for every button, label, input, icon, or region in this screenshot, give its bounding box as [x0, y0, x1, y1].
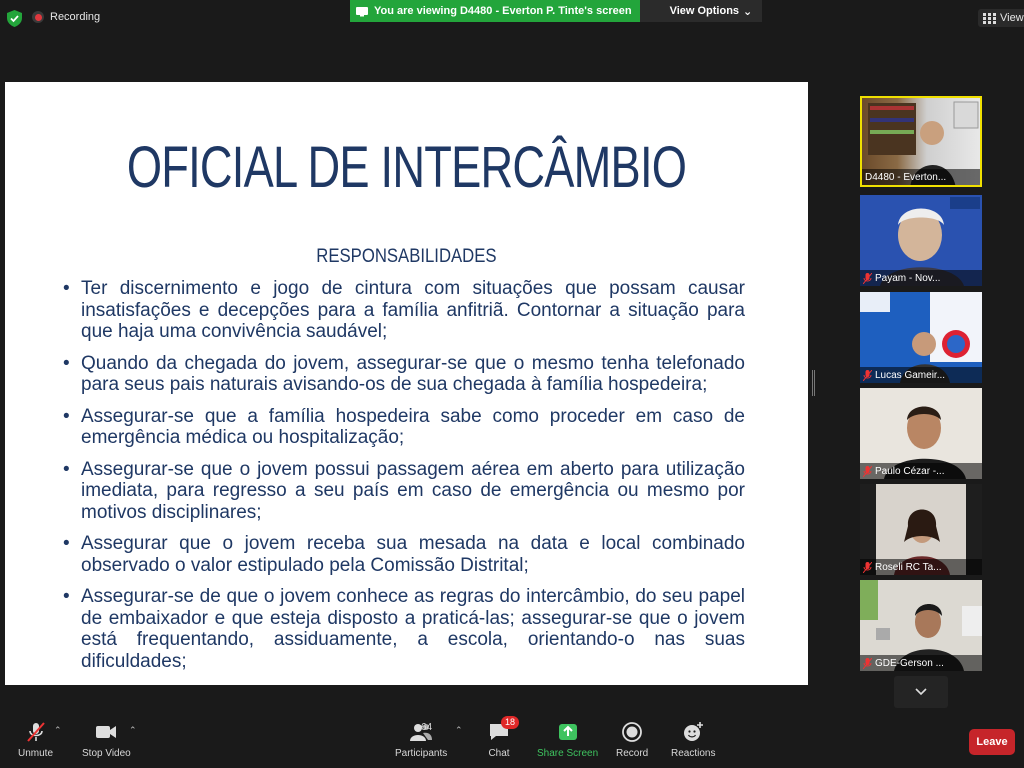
participant-name-label	[860, 270, 982, 286]
record-button[interactable]	[616, 720, 648, 759]
record-icon	[620, 720, 644, 744]
participants-options-caret-icon[interactable]: ⌃	[455, 725, 463, 735]
participant-name: GDE-Gerson ...	[875, 657, 944, 669]
slide-bullet-list	[61, 278, 745, 682]
video-camera-icon	[94, 720, 118, 744]
participant-name: Lucas Gameir...	[875, 369, 946, 381]
muted-microphone-icon	[24, 720, 48, 744]
participant-name-label	[860, 655, 982, 671]
slide-title: OFICIAL DE INTERCÂMBIO	[126, 135, 687, 200]
participant-name-label	[860, 463, 982, 479]
muted-mic-icon	[863, 562, 872, 573]
slide-bullet-text: • Assegurar-se que o jovem possui passagem aérea em aberto para utilização imediata, para regresso a seu país em caso de emergência ou mesmo por motivos disciplinares;	[81, 458, 745, 523]
slide-subtitle-text: RESPONSABILIDADES	[316, 246, 497, 267]
smiley-plus-icon	[681, 720, 705, 744]
recording-label: Recording	[50, 11, 101, 23]
slide-subtitle	[5, 246, 808, 268]
slide-bullet-text: • Quando da chegada do jovem, assegurar-se que o mesmo tenha telefonado para seus pais naturais avisando-os de sua chegada à família hospedeira;	[81, 352, 745, 395]
slide-bullet-text: • Ter discernimento e jogo de cintura com situações que possam causar insatisfações e decepções para a família anfitriã. Contornar a situação para que haja uma convivência saudável;	[81, 278, 745, 342]
chevron-down-icon	[915, 688, 927, 696]
slide-bullet	[61, 533, 745, 576]
audio-options-caret-icon[interactable]: ⌃	[54, 725, 62, 735]
muted-mic-icon	[863, 273, 872, 284]
viewing-banner-text-box	[350, 0, 640, 22]
slide-bullet	[61, 586, 745, 672]
reactions-button[interactable]	[671, 720, 715, 759]
view-label: View	[1000, 12, 1024, 24]
participant-name: D4480 - Everton...	[865, 171, 947, 183]
meeting-toolbar	[0, 708, 1024, 768]
recording-indicator[interactable]	[32, 11, 100, 23]
slide-bullet	[61, 353, 745, 396]
participant-name-label	[862, 169, 980, 185]
slide-bullet-text: • Assegurar-se que a família hospedeira sabe como proceder em caso de emergência médica ou hospitalização;	[81, 405, 745, 448]
participant-video-tile[interactable]	[860, 388, 982, 479]
view-button[interactable]	[978, 9, 1024, 27]
screen-share-icon	[356, 5, 368, 17]
viewing-banner	[350, 0, 762, 22]
slide-bullet-text: • Assegurar que o jovem receba sua mesada na data e local combinado observado o valor estipulado pela Comissão Distrital;	[81, 533, 745, 576]
leave-label: Leave	[976, 736, 1008, 748]
top-bar	[0, 0, 1024, 40]
slide-bullet	[61, 459, 745, 524]
slide-bullet	[61, 278, 745, 343]
muted-mic-icon	[863, 370, 872, 381]
participant-video-tile[interactable]	[860, 195, 982, 286]
stop-video-button[interactable]	[82, 720, 131, 759]
slide-bullet	[61, 406, 745, 449]
unmute-button[interactable]	[18, 720, 53, 759]
share-screen-label: Share Screen	[537, 748, 599, 759]
chevron-down-icon: ⌄	[743, 5, 753, 18]
grid-view-icon	[983, 13, 996, 24]
participant-name: Roseli RC Ta...	[875, 561, 942, 573]
participants-label: Participants	[395, 748, 448, 759]
chat-label: Chat	[488, 748, 510, 759]
participant-name-label	[860, 559, 982, 575]
share-screen-icon	[556, 720, 580, 744]
participants-button[interactable]	[395, 720, 447, 759]
view-options-label: View Options	[669, 5, 740, 17]
record-label: Record	[616, 748, 649, 759]
view-options-button[interactable]	[640, 0, 763, 22]
slide-bullet-text: • Assegurar-se de que o jovem conhece as regras do intercâmbio, do seu papel de embaixador e que esteja disposto a praticá-las; assegurar-se que o jovem está frequentando, assiduamente, a escola, orientando-o nas suas dificuldades;	[81, 586, 745, 672]
scroll-gallery-down-button[interactable]	[894, 676, 948, 708]
participant-name-label	[860, 367, 982, 383]
participant-video-tile[interactable]	[860, 484, 982, 575]
participants-count: 64	[421, 722, 433, 733]
reactions-label: Reactions	[671, 748, 716, 759]
shared-screen-slide	[5, 82, 808, 685]
muted-mic-icon	[863, 658, 872, 669]
recording-dot-icon	[32, 11, 44, 23]
participant-video-tile[interactable]	[860, 580, 982, 671]
viewing-banner-label: You are viewing D4480 - Everton P. Tinte's screen	[374, 5, 632, 17]
encryption-shield-icon[interactable]	[7, 10, 22, 27]
chat-button[interactable]	[487, 717, 516, 759]
panel-resize-handle[interactable]	[812, 370, 815, 396]
video-options-caret-icon[interactable]: ⌃	[129, 725, 137, 735]
share-screen-button[interactable]	[537, 720, 598, 759]
participant-name: Paulo Cézar -...	[875, 465, 945, 477]
participant-video-tile[interactable]	[860, 96, 982, 187]
chat-unread-badge: 18	[501, 716, 519, 729]
participant-name: Payam - Nov...	[875, 272, 941, 284]
leave-button[interactable]	[969, 729, 1015, 755]
stop-video-label: Stop Video	[82, 748, 131, 759]
unmute-label: Unmute	[18, 748, 54, 759]
participant-video-tile[interactable]	[860, 292, 982, 383]
muted-mic-icon	[863, 466, 872, 477]
